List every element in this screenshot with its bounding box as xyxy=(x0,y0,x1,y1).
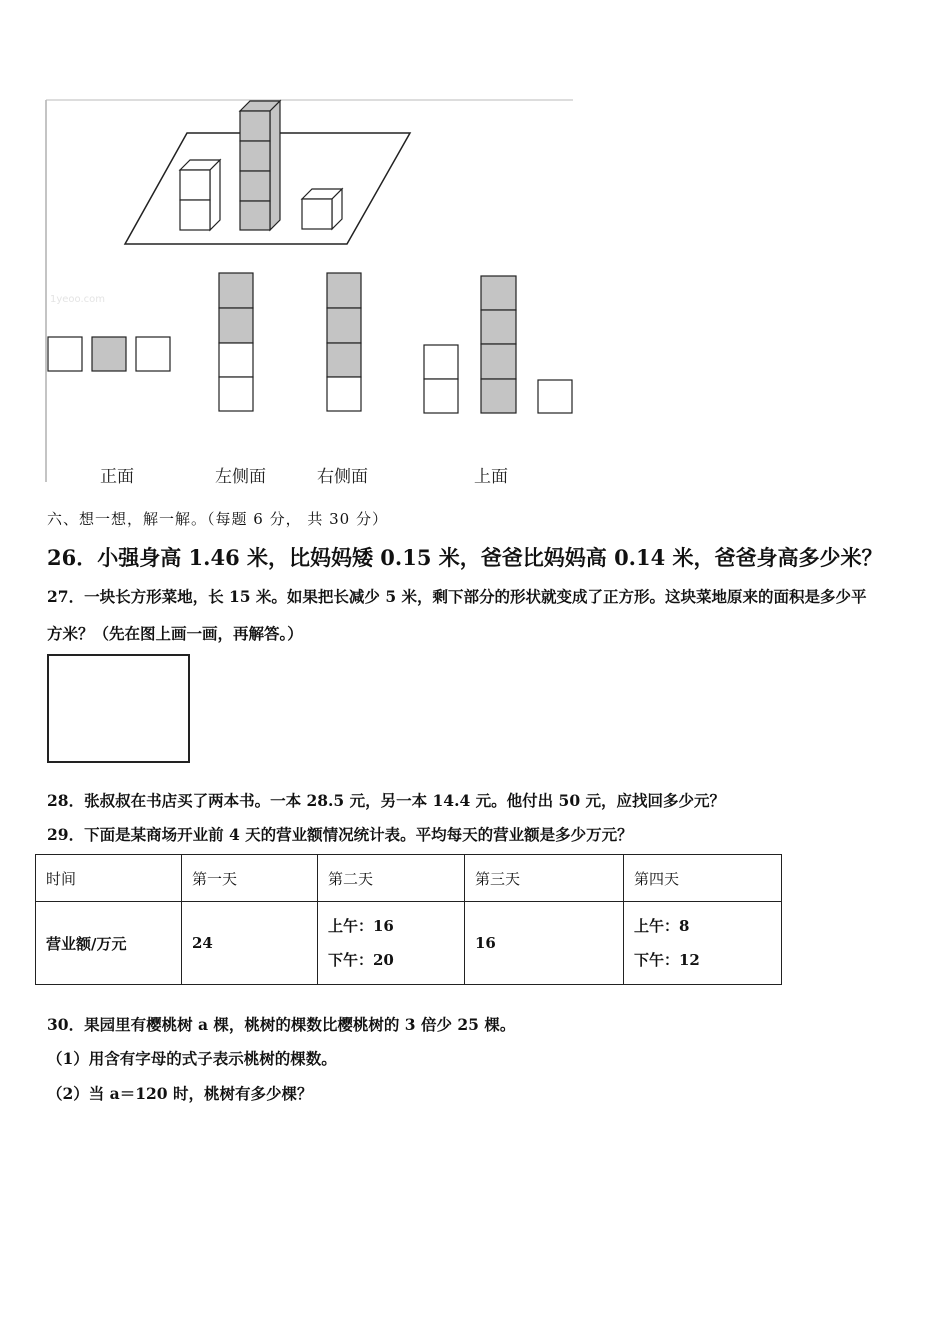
left-cube-stack xyxy=(180,160,220,230)
day2-cell xyxy=(318,902,465,985)
day4-am: 上午：8 xyxy=(634,917,690,935)
table-header-row xyxy=(36,855,782,902)
table-header-cell: 第一天 xyxy=(182,855,318,902)
front-view-option xyxy=(48,337,170,371)
view-label-right: 右侧面 xyxy=(317,467,368,487)
table-header-cell: 第四天 xyxy=(624,855,782,902)
day1-value: 24 xyxy=(182,902,318,985)
question-27-line2: 方米？（先在图上画一画，再解答。） xyxy=(47,624,303,643)
left-side-view-option xyxy=(219,273,253,411)
watermark: 1yeoo.com xyxy=(50,294,106,305)
middle-cube-stack xyxy=(240,101,280,230)
cube-views-figure xyxy=(0,0,950,500)
day2-pm: 下午：20 xyxy=(328,951,394,969)
question-30-part2: （2）当 a＝120 时，桃树有多少棵？ xyxy=(47,1084,313,1103)
row-label: 营业额/万元 xyxy=(36,902,182,985)
question-26: 26．小强身高 1.46 米，比妈妈矮 0.15 米，爸爸比妈妈高 0.14 米，爸爸身高多少米？ xyxy=(47,545,883,570)
right-side-view-option xyxy=(327,273,361,411)
question-28: 28．张叔叔在书店买了两本书。一本 28.5 元，另一本 14.4 元。他付出 50 元，应找回多少元？ xyxy=(47,791,726,810)
day3-value: 16 xyxy=(465,902,624,985)
question-29: 29．下面是某商场开业前 4 天的营业额情况统计表。平均每天的营业额是多少万元？ xyxy=(47,825,633,844)
question-27-line1: 27．一块长方形菜地，长 15 米。如果把长减少 5 米，剩下部分的形状就变成了正方形。这块菜地原来的面积是多少平 xyxy=(47,587,867,606)
table-header-cell: 第三天 xyxy=(465,855,624,902)
right-cube xyxy=(302,189,342,229)
view-label-front: 正面 xyxy=(100,467,134,487)
top-view-option xyxy=(424,276,572,413)
day2-am: 上午：16 xyxy=(328,917,394,935)
table-row xyxy=(36,902,782,985)
section-heading: 六、想一想，解一解。（每题 6 分， 共 30 分） xyxy=(47,510,388,528)
question-30-part1: （1）用含有字母的式子表示桃树的棵数。 xyxy=(47,1049,337,1068)
question-30: 30．果园里有樱桃树 a 棵，桃树的棵数比樱桃树的 3 倍少 25 棵。 xyxy=(47,1015,516,1034)
drawing-box xyxy=(47,654,190,763)
day4-cell xyxy=(624,902,782,985)
sales-table xyxy=(35,854,782,985)
view-label-left: 左侧面 xyxy=(215,467,266,487)
view-label-top: 上面 xyxy=(474,467,508,487)
table-header-cell: 时间 xyxy=(36,855,182,902)
day4-pm: 下午：12 xyxy=(634,951,700,969)
table-header-cell: 第二天 xyxy=(318,855,465,902)
